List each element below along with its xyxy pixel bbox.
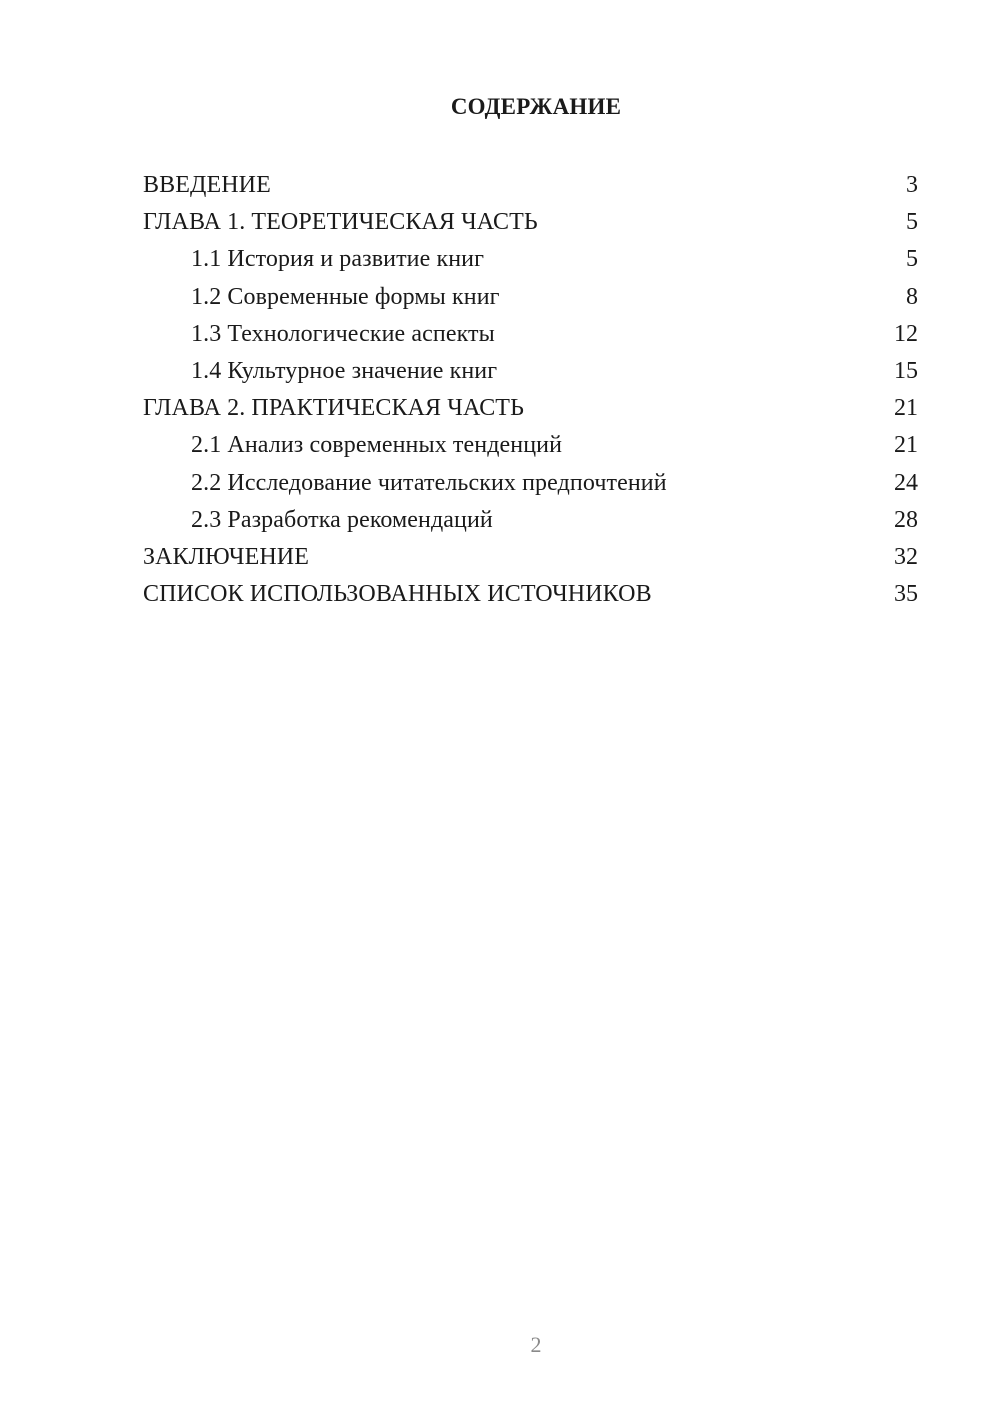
toc-entry-page: 21 — [894, 395, 918, 422]
toc-entry-label: 1.2 Современные формы книг — [191, 283, 500, 310]
toc-entry[interactable] — [143, 204, 918, 241]
toc-entry-label: ГЛАВА 2. ПРАКТИЧЕСКАЯ ЧАСТЬ — [143, 395, 524, 422]
toc-entry-page: 35 — [894, 581, 918, 608]
toc-entry-page: 28 — [894, 506, 918, 533]
toc-entry-page: 21 — [894, 432, 918, 459]
toc-entry[interactable] — [143, 390, 918, 427]
toc-entry[interactable] — [143, 316, 918, 353]
toc-entry[interactable] — [143, 279, 918, 316]
toc-entry-page: 12 — [894, 320, 918, 347]
page-title: СОДЕРЖАНИЕ — [450, 94, 622, 119]
toc-entry-page: 3 — [906, 172, 918, 198]
toc-entry[interactable] — [143, 576, 918, 613]
toc-entry[interactable] — [143, 427, 918, 464]
toc-entry[interactable] — [143, 502, 918, 539]
toc-entry[interactable] — [143, 539, 918, 576]
toc-entry[interactable] — [143, 241, 918, 278]
toc-entry-page: 5 — [906, 209, 918, 236]
toc-entry-page: 15 — [894, 357, 918, 384]
table-of-contents — [143, 167, 918, 613]
toc-entry-page: 5 — [906, 246, 918, 273]
toc-entry-label: СПИСОК ИСПОЛЬЗОВАННЫХ ИСТОЧНИКОВ — [143, 581, 652, 608]
toc-entry[interactable] — [143, 353, 918, 390]
toc-entry-page: 8 — [906, 283, 918, 310]
toc-entry-label: ВВЕДЕНИЕ — [143, 172, 271, 198]
toc-entry-label: 1.1 История и развитие книг — [191, 246, 485, 273]
toc-entry-label: ЗАКЛЮЧЕНИЕ — [143, 543, 309, 570]
toc-entry[interactable] — [143, 167, 918, 204]
toc-entry-page: 24 — [894, 469, 918, 496]
toc-entry-label: 1.3 Технологические аспекты — [191, 320, 495, 347]
toc-entry-label: 2.1 Анализ современных тенденций — [191, 432, 563, 459]
page-number: 2 — [530, 1332, 542, 1357]
toc-entry-page: 32 — [894, 543, 918, 570]
toc-entry-label: 1.4 Культурное значение книг — [191, 357, 498, 384]
toc-entry-label: ГЛАВА 1. ТЕОРЕТИЧЕСКАЯ ЧАСТЬ — [143, 209, 538, 236]
toc-entry[interactable] — [143, 465, 918, 502]
toc-entry-label: 2.3 Разработка рекомендаций — [191, 506, 493, 533]
toc-entry-label: 2.2 Исследование читательских предпочтений — [191, 469, 667, 496]
